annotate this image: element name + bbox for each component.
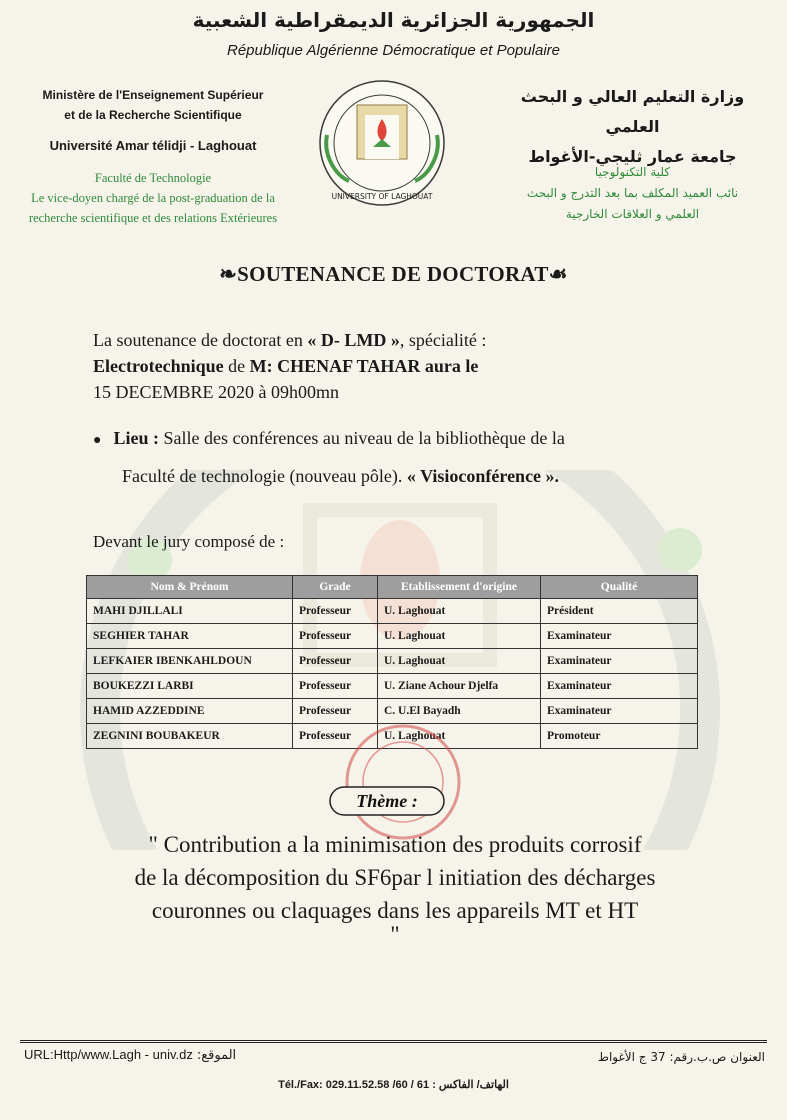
cell-qualite: Examinateur (541, 649, 698, 674)
lieu-label: Lieu : (113, 428, 159, 448)
cell-qualite: Examinateur (541, 674, 698, 699)
ornament-left-icon: ❧ (219, 262, 238, 286)
title-text: SOUTENANCE DE DOCTORAT (237, 262, 549, 286)
faculty-name-ar: كلية التكنولوجيا (594, 165, 671, 179)
footer-tel: Tél./Fax: 029.11.52.58 /60 / 61 : الهاتف/ الفاكس (278, 1079, 509, 1091)
cell-name: BOUKEZZI LARBI (87, 674, 293, 699)
lieu-text: Salle des conférences au niveau de la bibliothèque de la (158, 428, 565, 448)
header-qualite: Qualité (541, 576, 698, 599)
cell-name: MAHI DJILLALI (87, 599, 293, 624)
cell-etablissement: U. Ziane Achour Djelfa (378, 674, 541, 699)
ministry-line-1: Ministère de l'Enseignement Supérieur (42, 88, 264, 102)
cell-etablissement: U. Laghouat (378, 599, 541, 624)
cell-grade: Professeur (293, 674, 378, 699)
theme-line-3: couronnes ou claquages dans les appareils MT et HT (151, 898, 639, 923)
cell-grade: Professeur (293, 624, 378, 649)
visio-label: « Visioconférence ». (406, 466, 560, 486)
svg-text:UNIVERSITY OF LAGHOUAT: UNIVERSITY OF LAGHOUAT (331, 192, 433, 201)
vicedean-line-1-ar: نائب العميد المكلف بما بعد التدرج و البحث (526, 186, 739, 200)
table-row (87, 624, 698, 649)
cell-etablissement: C. U.El Bayadh (378, 699, 541, 724)
candidate: M: CHENAF TAHAR aura le (249, 356, 479, 376)
lieu-line-1 (93, 428, 565, 449)
official-stamp (318, 722, 488, 842)
footer-divider (20, 1040, 767, 1043)
university-logo (305, 75, 460, 215)
cell-etablissement: U. Laghouat (378, 624, 541, 649)
theme-line-4: " (390, 922, 400, 947)
ministry-ar (495, 82, 770, 172)
cell-etablissement: U. Laghouat (378, 724, 541, 749)
bullet-icon: ● (93, 433, 102, 448)
footer-address: العنوان ص.ب.رقم: 37 ج الأغواط (597, 1050, 765, 1064)
cell-etablissement: U. Laghouat (378, 649, 541, 674)
vicedean-line-2-ar: العلمي و العلاقات الخارجية (565, 207, 700, 221)
intro-line-1 (93, 330, 486, 351)
lieu-place: Faculté de technologie (nouveau pôle). (122, 466, 407, 486)
university-ar: جامعة عمار ثليجي-الأغواط (528, 147, 737, 166)
ministry-ar-line: وزارة التعليم العالي و البحث العلمي (520, 87, 745, 136)
cell-grade: Professeur (293, 724, 378, 749)
intro-text: La soutenance de doctorat en (93, 330, 308, 350)
degree-type: « D- LMD » (307, 330, 400, 350)
vicedean-line-2-fr: recherche scientifique et des relations Extérieures (28, 211, 278, 225)
intro-de: de (223, 356, 250, 376)
faculty-name-fr: Faculté de Technologie (94, 171, 212, 185)
header-name: Nom & Prénom (87, 576, 293, 599)
cell-qualite: Examinateur (541, 624, 698, 649)
ornament-right-icon: ☙ (548, 262, 568, 286)
ministry-line-2: et de la Recherche Scientifique (64, 108, 242, 122)
lieu-line-2 (122, 466, 559, 487)
footer-url[interactable] (24, 1047, 236, 1063)
date-line: 15 DECEMBRE 2020 à 09h00mn (93, 382, 339, 402)
theme-line-2: de la décomposition du SF6par l initiation des décharges (134, 865, 656, 890)
cell-qualite: Examinateur (541, 699, 698, 724)
vicedean-line-1-fr: Le vice-doyen chargé de la post-graduation de la (31, 191, 275, 205)
theme-label-box (328, 783, 446, 819)
thesis-theme (60, 828, 730, 947)
url-text[interactable]: URL:Http/www.Lagh - univ.dz (24, 1047, 193, 1062)
svg-text:Thème :: Thème : (356, 791, 418, 811)
cell-name: ZEGNINI BOUBAKEUR (87, 724, 293, 749)
cell-name: HAMID AZZEDDINE (87, 699, 293, 724)
intro-line-2 (93, 356, 478, 377)
university-fr: Université Amar télidji - Laghouat (49, 138, 257, 153)
table-row (87, 674, 698, 699)
cell-grade: Professeur (293, 599, 378, 624)
page-title (0, 262, 787, 287)
table-header-row (87, 576, 698, 599)
cell-name: LEFKAIER IBENKAHLDOUN (87, 649, 293, 674)
cell-name: SEGHIER TAHAR (87, 624, 293, 649)
header-grade: Grade (293, 576, 378, 599)
specialty: Electrotechnique (93, 356, 224, 376)
faculty-fr (18, 168, 288, 228)
cell-grade: Professeur (293, 699, 378, 724)
theme-line-1: " Contribution a la minimisation des produits corrosif (148, 832, 642, 857)
table-row (87, 599, 698, 624)
cell-grade: Professeur (293, 649, 378, 674)
faculty-ar (495, 162, 770, 225)
intro-specialty-label: , spécialité : (399, 330, 487, 350)
french-republic-title: République Algérienne Démocratique et Populaire (227, 42, 560, 59)
jury-intro: Devant le jury composé de : (93, 532, 285, 551)
url-label-ar: :الموقع (196, 1048, 237, 1063)
ministry-fr (18, 85, 288, 125)
cell-qualite: Promoteur (541, 724, 698, 749)
cell-qualite: Président (541, 599, 698, 624)
header-etablissement: Etablissement d'origine (378, 576, 541, 599)
table-row (87, 699, 698, 724)
arabic-republic-title: الجمهورية الجزائرية الديمقراطية الشعبية (192, 8, 595, 32)
table-row (87, 649, 698, 674)
